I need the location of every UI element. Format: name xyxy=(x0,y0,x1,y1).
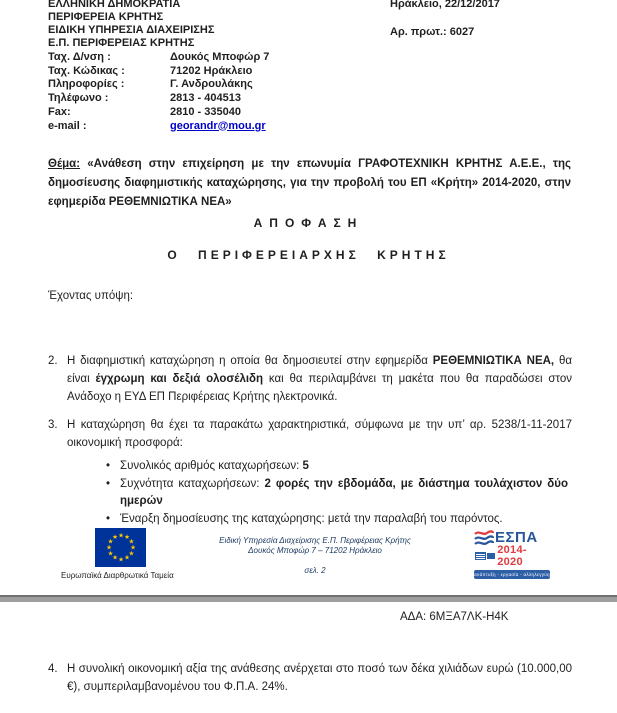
bullet-item xyxy=(104,458,568,476)
svg-text:★: ★ xyxy=(112,553,118,562)
eu-flag-caption: Ευρωπαϊκά Διαρθρωτικά Ταμεία xyxy=(61,571,174,580)
subject-paragraph xyxy=(48,155,571,212)
having-regard-text: Έχοντας υπόψη: xyxy=(48,290,134,302)
eu-mini-flag-icon xyxy=(487,553,496,559)
espa-name: ΕΣΠΑ xyxy=(495,529,538,546)
footer-agency-line2: Δουκός Μποφώρ 7 – 71202 Ηράκλειο xyxy=(248,545,382,555)
item-number: 3. xyxy=(48,419,58,431)
subject-label: Θέμα: xyxy=(48,158,81,170)
contact-value: 2813 - 404513 xyxy=(170,92,241,105)
svg-text:★: ★ xyxy=(107,549,114,558)
item-number: 4. xyxy=(48,663,58,675)
eu-flag-stars-graphic xyxy=(95,528,146,567)
bullet-text: Έναρξη δημοσίευσης της καταχώρησης: μετά την παραλαβή του παρόντος. xyxy=(120,512,503,525)
decision-heading: ΑΠΟΦΑΣΗ xyxy=(253,216,364,230)
ada-reference: ΑΔΑ: 6ΜΞΑ7ΛΚ-Η4Κ xyxy=(400,611,509,623)
contact-row-email xyxy=(48,120,269,134)
bullet-marker: • xyxy=(106,460,111,472)
item-text: Η συνολική οικονομική αξία της ανάθεσης ανέρχεται στο ποσό των δέκα χιλιάδων ευρώ (10.000,00 €), συμπεριλαμβανομένου του Φ.Π.Α. 24%. xyxy=(67,663,572,693)
city-date-line: Ηράκλειο, 22/12/2017 xyxy=(390,0,500,10)
svg-text:★: ★ xyxy=(124,532,130,541)
date-protocol-block xyxy=(390,0,500,39)
espa-wave-icon xyxy=(474,530,494,546)
contact-value: Δουκός Μποφώρ 7 xyxy=(170,51,270,63)
subject-text: «Ανάθεση στην επιχείρηση με την επωνυμία ΓΡΑΦΟΤΕΧΝΙΚΗ ΚΡΗΤΗΣ Α.Ε.Ε., της δημοσίευσης διαφημιστικής καταχώρησης, για την προβολή του ΕΠ «Κρήτη» 2014-2020, στην εφημερίδα ΡΕΘΕΜΝΙΩΤΙΚΑ ΝΕΑ» xyxy=(48,158,571,208)
contact-label: e-mail : xyxy=(48,119,87,132)
org-line-1: ΕΛΛΗΝΙΚΗ ΔΗΜΟΚΡΑΤΙΑ xyxy=(48,0,181,10)
svg-text:★: ★ xyxy=(118,555,124,564)
officer-heading: Ο ΠΕΡΙΦΕΡΕΙΑΡΧΗΣ ΚΡΗΤΗΣ xyxy=(167,248,450,262)
org-line-4: Ε.Π. ΠΕΡΙΦΕΡΕΙΑΣ ΚΡΗΤΗΣ xyxy=(48,37,195,49)
page-number: σελ. 2 xyxy=(304,566,326,575)
item-number: 2. xyxy=(48,355,58,367)
contact-label: Πληροφορίες : xyxy=(48,78,125,91)
eu-flag xyxy=(95,528,146,567)
item-text: Η διαφημιστική καταχώρηση η οποία θα δημοσιευτεί στην εφημερίδα ΡΕΘΕΜΝΙΩΤΙΚΑ ΝΕΑ, θα είναι έγχρωμη και δεξιά ολοσέλιδη και θα περιλαμβάνει τη μακέτα που θα παραδώσει στον Ανάδοχο η ΕΥΔ ΕΠ Περιφέρειας Κρήτης ηλεκτρονικά. xyxy=(67,355,572,403)
contact-value: 71202 Ηράκλειο xyxy=(170,64,253,77)
contact-row-info xyxy=(48,78,269,92)
espa-logo xyxy=(474,529,550,579)
bullet-text: Συχνότητα καταχωρήσεων: 2 φορές την εβδομάδα, με διάστημα τουλάχιστον δύο ημερών xyxy=(120,477,568,507)
contact-row-phone xyxy=(48,92,269,106)
email-link[interactable]: georandr@mou.gr xyxy=(170,119,266,132)
contact-row-fax xyxy=(48,106,269,120)
org-line-2: ΠΕΡΙΦΕΡΕΙΑ ΚΡΗΤΗΣ xyxy=(48,11,164,23)
espa-logo-years-row xyxy=(476,544,550,568)
list-item-3 xyxy=(48,416,572,452)
bullet-item xyxy=(104,511,568,529)
footer-agency-line1: Ειδική Υπηρεσία Διαχείρισης Ε.Π. Περιφέρειας Κρήτης xyxy=(219,536,411,545)
bullet-text: Συνολικός αριθμός καταχωρήσεων: 5 xyxy=(120,460,309,472)
svg-text:★: ★ xyxy=(118,531,124,540)
footer-agency-block xyxy=(200,536,430,576)
contact-value: 2810 - 335040 xyxy=(170,105,241,118)
list-item-4 xyxy=(48,660,572,696)
svg-text:★: ★ xyxy=(107,537,114,546)
contact-label: Ταχ. Δ/νση : xyxy=(48,51,111,63)
org-line-3: ΕΙΔΙΚΗ ΥΠΗΡΕΣΙΑ ΔΙΑΧΕΙΡΙΣΗΣ xyxy=(48,24,215,36)
bullet-marker: • xyxy=(106,477,111,490)
page-separator xyxy=(0,595,617,602)
bullet-item xyxy=(104,476,568,511)
svg-text:★: ★ xyxy=(128,537,135,546)
agency-header xyxy=(48,0,214,50)
contact-row-address xyxy=(48,51,269,65)
espa-years: 2014-2020 xyxy=(497,544,527,568)
espa-slogan-bar: ανάπτυξη - εργασία - αλληλεγγύη xyxy=(474,572,550,577)
svg-text:★: ★ xyxy=(130,543,136,552)
bullet-marker: • xyxy=(106,512,111,525)
contact-label: Ταχ. Κώδικας : xyxy=(48,64,125,77)
list-item-2 xyxy=(48,352,572,406)
contact-value: Γ. Ανδρουλάκης xyxy=(170,78,253,91)
contact-row-postcode xyxy=(48,65,269,79)
greek-flag-icon xyxy=(476,553,485,559)
item-text: Η καταχώρηση θα έχει τα παρακάτω χαρακτηριστικά, σύμφωνα με την υπ’ αρ. 5238/1-11-2017 οικονομική προσφορά: xyxy=(67,419,572,449)
protocol-number-line: Αρ. πρωτ.: 6027 xyxy=(390,26,475,38)
bullet-list xyxy=(104,458,568,528)
contact-label: Fax: xyxy=(48,105,71,118)
svg-text:★: ★ xyxy=(112,532,118,541)
svg-text:★: ★ xyxy=(124,553,130,562)
svg-text:★: ★ xyxy=(106,543,112,552)
contact-table xyxy=(48,51,269,133)
contact-label: Τηλέφωνο : xyxy=(48,92,109,105)
svg-text:★: ★ xyxy=(128,549,135,558)
